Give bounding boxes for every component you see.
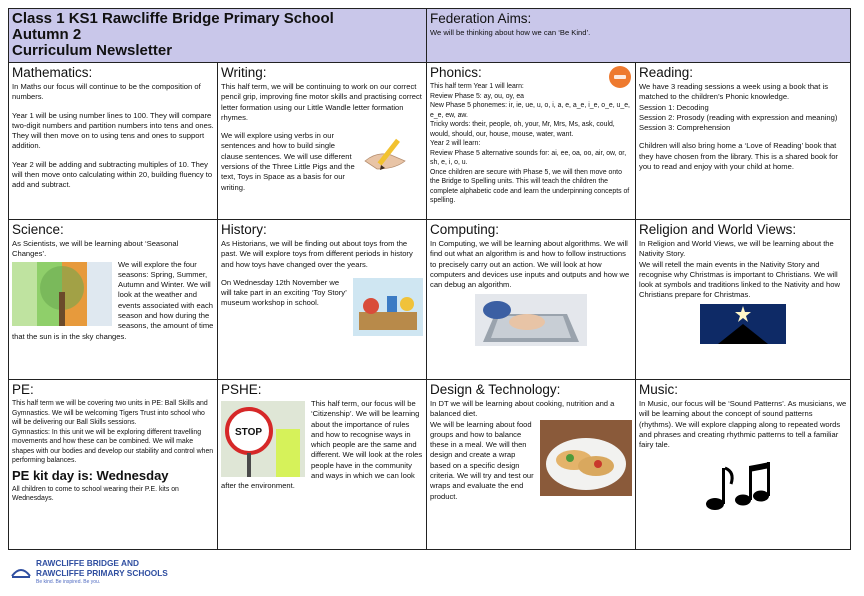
federation-logo (10, 556, 220, 590)
old-toys-image (353, 278, 423, 336)
reading-l2: Session 1: Decoding (639, 102, 709, 112)
phonics-l7: Once children are secure with Phase 5, we will then move onto the Bridge to Spelling units. This will teach the children the complete alphabetic code and learn the underpinning concepts of spelling. (430, 168, 630, 204)
dt-section (427, 380, 636, 550)
seasons-tree-image (12, 262, 112, 326)
writing-p1: This half term, we will be continuing to work on our correct pencil grip, improving fine motor skills and practising correct letter formation using our Little Wandle letter formation rhymes. (221, 82, 422, 122)
reading-l3: Session 2: Prosody (reading with expression and meaning) (639, 112, 838, 122)
dt-title: Design & Technology: (430, 382, 561, 397)
logo-tagline: Be kind. Be inspired. Be you. (36, 579, 101, 585)
phonics-l4: Tricky words: their, people, oh, your, Mr, Mrs, Ms, ask, could, would, should, our, house, mouse, water, want. (430, 121, 615, 138)
religion-section (636, 220, 851, 380)
music-l1: In Music, our focus will be ‘Sound Patterns’. As musicians, we will be learning about the concept of sound patterns (rhythms). We will explore clapping along to repeated words and phrases and creating rhythmic patterns to tell a familiar fairy tale. (639, 399, 847, 450)
phonics-section (427, 63, 636, 220)
computing-section (427, 220, 636, 380)
newsletter-title: Curriculum Newsletter (12, 42, 173, 59)
history-title: History: (221, 222, 267, 237)
music-section (636, 380, 851, 550)
music-title: Music: (639, 382, 679, 397)
computing-title: Computing: (430, 222, 500, 237)
reading-l4: Session 3: Comprehension (639, 123, 731, 133)
history-l1: As Historians, we will be finding out about toys from the past. We will explore toys from different periods in history and how toys have changed over the years. (221, 239, 413, 269)
pshe-title: PSHE: (221, 382, 262, 397)
mathematics-section (9, 63, 218, 220)
religion-title: Religion and World Views: (639, 222, 797, 237)
pencil-hand-image (361, 131, 423, 171)
phonics-l6: Review Phase 5 alternative sounds for: ai, ee, oa, oo, air, ow, or, sh, e, i, o, u. (430, 149, 627, 166)
science-section (9, 220, 218, 380)
federation-aims (427, 9, 851, 63)
newsletter-grid (8, 8, 851, 550)
nativity-image (700, 304, 786, 344)
writing-title: Writing: (221, 65, 267, 80)
reading-section (636, 63, 851, 220)
pe-l3: All children to come to school wearing their P.E. kits on Wednesdays. (12, 485, 179, 502)
pe-l1: This half term we will be covering two units in PE: Ball Skills and Gymnastics. We will be welcoming Tigers Trust into school who will be delivering our Ball Skills sessions. (12, 400, 208, 426)
mathematics-title: Mathematics: (12, 65, 93, 80)
religion-l1: In Religion and World Views, we will be learning about the Nativity Story. (639, 239, 834, 259)
reading-title: Reading: (639, 65, 694, 80)
dt-l2: We will be learning about food groups and how to balance these in a meal. We will then design and create a wrap based on a specific design criteria. We will try and test our wraps and evaluate the end product. (430, 419, 534, 501)
phonics-l3: New Phase 5 phonemes: ir, ie, ue, u, o, i, a, e, a_e, i_e, o_e, u_e, e_e, ew, aw. (430, 102, 630, 119)
science-l1: As Scientists, we will be learning about ‘Seasonal Changes’. (12, 239, 179, 259)
writing-p2: We will explore using verbs in our sentences and how to build single clause sentences. We will use different versions of the Three Little Pigs and the text, Toys in Space as a basis for our writing. (221, 131, 355, 192)
history-section (218, 220, 427, 380)
pshe-l1: This half term, our focus will be ‘Citizenship’. We will be learning about the importance of rules and how to recognise ways in which people are the same and different. We will look at the roles people have in the community and ways in which we can look after the environment. (221, 399, 423, 491)
wraps-food-image (540, 420, 632, 496)
laptop-typing-image (475, 294, 587, 346)
phonics-l1: This half term Year 1 will learn: (430, 83, 524, 90)
history-l2: On Wednesday 12th November we will take part in an exciting ‘Toy Story’ museum workshop in school. (221, 277, 347, 308)
logo-text (36, 558, 168, 578)
mathematics-p2: Year 1 will be using number lines to 100. They will compare two-digit numbers and partition numbers into tens and ones. They will then move on to using tens and ones to support addition. (12, 110, 214, 151)
mathematics-p3: Year 2 will be adding and subtracting multiples of 10. They will then move onto calculating within 20, building fluency to add and subtract. (12, 159, 213, 190)
writing-section (218, 63, 427, 220)
federation-text: We will be thinking about how we can ‘Be Kind’. (430, 28, 591, 37)
computing-l1: In Computing, we will be learning about algorithms. We will find out what an algorithm is and how to follow instructions to precisely carry out an action. We will look at how computers and devices use inputs and outputs and how we can debug an algorithm. (430, 239, 630, 290)
pe-kit-day: PE kit day is: Wednesday (12, 467, 169, 483)
newsletter-header (9, 9, 427, 63)
logo-line-2: RAWCLIFFE PRIMARY SCHOOLS (36, 568, 168, 578)
little-wandle-logo (608, 65, 632, 89)
bridge-logo-icon (10, 560, 32, 582)
phonics-l2: Review Phase 5: ay, ou, oy, ea (430, 92, 524, 100)
stop-sign-text: STOP (235, 427, 263, 438)
science-title: Science: (12, 222, 64, 237)
religion-l2: We will retell the main events in the Nativity Story and recognise why Christmas is important to Christians. We will look at symbols and traditions linked to the Nativity and how Christians prepare for Christmas. (639, 259, 840, 300)
mathematics-p1: In Maths our focus will continue to be the composition of numbers. (12, 82, 201, 102)
school-title: Class 1 KS1 Rawcliffe Bridge Primary School (12, 10, 334, 27)
federation-title: Federation Aims: (430, 11, 532, 26)
reading-l5: Children will also bring home a ‘Love of Reading’ book that they have chosen from the library. This is a shared book for you to read and enjoy with your child at home. (639, 141, 838, 172)
pe-l2: Gymnastics: In this unit we will be exploring different travelling movements and how these can be combined. We will make shapes with our bodies and develop our stability and control when performing balances. (12, 428, 214, 464)
phonics-l5: Year 2 will learn: (430, 140, 481, 147)
lollipop-crossing-image (221, 401, 305, 477)
pe-section (9, 380, 218, 550)
music-notes-icon (701, 456, 771, 516)
logo-line-1: RAWCLIFFE BRIDGE AND (36, 558, 139, 568)
phonics-title: Phonics: (430, 65, 482, 80)
term-title: Autumn 2 (12, 26, 82, 43)
pe-title: PE: (12, 382, 34, 397)
pshe-section (218, 380, 427, 550)
dt-l1: In DT we will be learning about cooking, nutrition and a balanced diet. (430, 399, 615, 419)
science-l2: We will explore the four seasons: Spring, Summer, Autumn and Winter. We will look at the weather and events associated with each season and how during the seasons, the amount of time that the sun is in the sky changes. (12, 259, 214, 341)
reading-l1: We have 3 reading sessions a week using a book that is matched to the children’s Phonic knowledge. (639, 82, 828, 102)
